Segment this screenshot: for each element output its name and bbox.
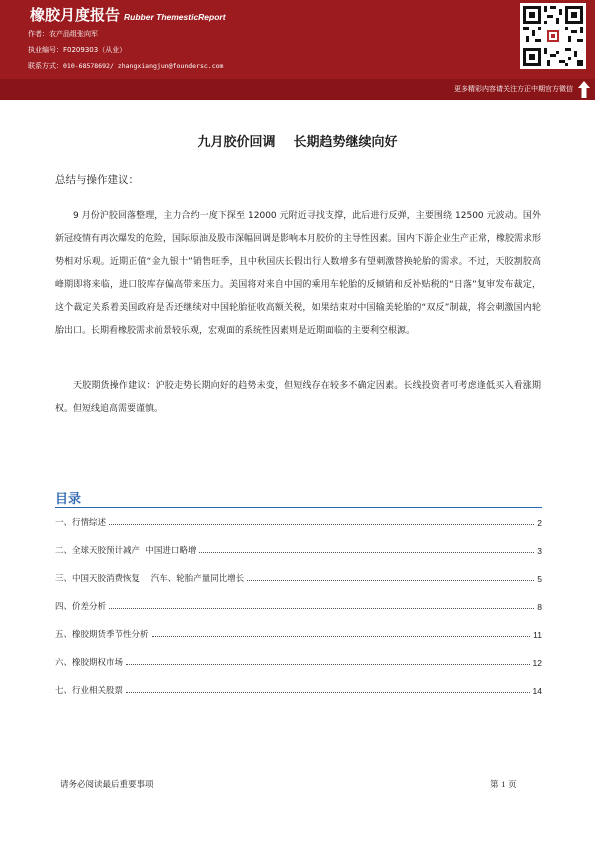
page-prefix: 第 bbox=[490, 780, 499, 790]
toc-item-page: 5 bbox=[537, 574, 542, 584]
toc-item-7[interactable] bbox=[55, 682, 542, 696]
toc-item-label: 三、中国天胶消费恢复 汽车、轮胎产量同比增长 bbox=[55, 574, 245, 584]
toc-leader-dots bbox=[126, 664, 530, 665]
toc-leader-dots bbox=[199, 552, 534, 553]
toc-item-label: 五、橡胶期货季节性分析 bbox=[55, 630, 149, 640]
toc-item-label: 四、价差分析 bbox=[55, 602, 107, 612]
contact-label: 联系方式： bbox=[28, 62, 63, 70]
toc-leader-dots bbox=[152, 636, 531, 637]
footer-notice: 请务必阅读最后重要事项 bbox=[60, 780, 154, 790]
toc-divider bbox=[55, 507, 542, 508]
toc-item-page: 2 bbox=[537, 518, 542, 528]
up-arrow-icon[interactable] bbox=[577, 80, 591, 99]
page-suffix: 页 bbox=[508, 780, 517, 790]
summary-paragraph-2: 天胶期货操作建议：沪胶走势长期向好的趋势未变，但短线存在较多不确定因素。长线投资者可考虑逢低买入看涨期权。但短线追高需要谨慎。 bbox=[55, 381, 541, 414]
report-header bbox=[0, 0, 595, 100]
document-title: 九月胶价回调 长期趋势继续向好 bbox=[197, 135, 398, 150]
qr-code-icon bbox=[520, 3, 586, 69]
toc-item-3[interactable] bbox=[55, 570, 542, 584]
toc-item-5[interactable] bbox=[55, 626, 542, 640]
report-title-en: Rubber ThemesticReport bbox=[124, 12, 226, 22]
toc-item-2[interactable] bbox=[55, 542, 542, 556]
contact-value[interactable]: 010-68578692/ zhangxiangjun@foundersc.com bbox=[63, 62, 224, 70]
summary-section-label: 总结与操作建议： bbox=[55, 174, 139, 186]
wechat-hint-bar bbox=[0, 79, 595, 100]
qr-code-graphic bbox=[520, 3, 586, 69]
toc-item-label: 二、全球天胶预计减产 中国进口略增 bbox=[55, 546, 197, 556]
toc-item-4[interactable] bbox=[55, 598, 542, 612]
toc-leader-dots bbox=[247, 580, 534, 581]
toc-title: 目录 bbox=[55, 492, 82, 507]
toc-item-page: 8 bbox=[537, 602, 542, 612]
toc-item-6[interactable] bbox=[55, 654, 542, 668]
toc-item-page: 3 bbox=[537, 546, 542, 556]
footer-page-indicator bbox=[490, 778, 517, 790]
toc-item-label: 六、橡胶期权市场 bbox=[55, 658, 124, 668]
toc-leader-dots bbox=[126, 692, 530, 693]
author-line: 作者：农产品组张向军 bbox=[28, 30, 98, 38]
page-number: 1 bbox=[501, 779, 506, 789]
toc-item-page: 14 bbox=[532, 686, 542, 696]
contact-line bbox=[28, 61, 223, 71]
toc-item-1[interactable] bbox=[55, 514, 542, 528]
toc-item-page: 11 bbox=[533, 630, 542, 640]
toc-leader-dots bbox=[109, 524, 534, 525]
wechat-hint-text: 更多精彩内容请关注方正中期官方微信 bbox=[454, 85, 573, 93]
toc-item-label: 七、行业相关股票 bbox=[55, 686, 124, 696]
toc-item-page: 12 bbox=[532, 658, 542, 668]
report-title bbox=[30, 4, 226, 25]
toc-leader-dots bbox=[109, 608, 534, 609]
summary-paragraph-1: 9 月份沪胶回落整理，主力合约一度下探至 12000 元附近寻找支撑，此后进行反弹，主要围绕 12500 元波动。国外新冠疫情有再次爆发的危险，国际原油及股市深幅回调是影响本月胶价的主导性因素。国内下游企业生产正常，橡胶需求形势相对乐观。近期正值“金九银十”销售旺季，且中秋国庆长假出行人数增多有望刺激替换轮胎的需求。不过，天胶割胶高峰期即将来临，进口胶库存偏高带来压力。美国将对来自中国的乘用车轮胎的反倾销和反补贴税的“日落”复审发布裁定，这个裁定关系着美国政府是否还继续对中国轮胎征收高额关税，如果结束对中国输美轮胎的“双反”制裁，将会刺激国内轮胎出口。长期看橡胶需求前景较乐观，宏观面的系统性因素则是近期面临的主要利空根源。 bbox=[55, 211, 542, 336]
license-line: 执业编号：F0209303（从业） bbox=[28, 46, 127, 54]
toc-item-label: 一、行情综述 bbox=[55, 518, 107, 528]
report-title-cn: 橡胶月度报告 bbox=[30, 6, 121, 24]
